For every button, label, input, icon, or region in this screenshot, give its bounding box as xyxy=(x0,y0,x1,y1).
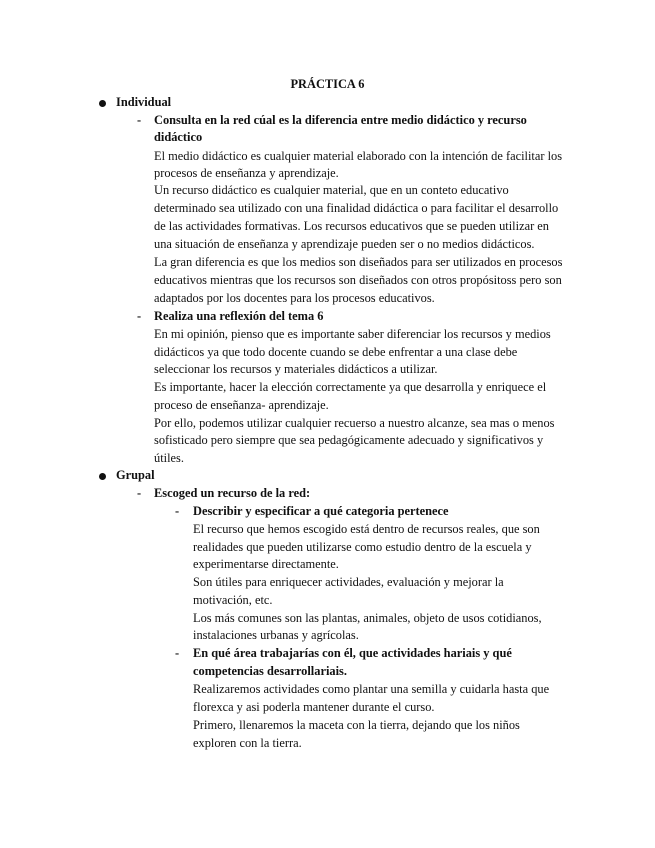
dash-item-2: - xyxy=(137,309,142,323)
item1-heading-line: didáctico xyxy=(154,130,203,144)
page-title: PRÁCTICA 6 xyxy=(290,77,365,91)
sub2-heading-line: competencias desarrollariais. xyxy=(193,664,347,678)
sub2-body-line: florexca y asi poderla mantener durante el curso. xyxy=(193,700,435,714)
dash-sub-item-2: - xyxy=(175,646,180,660)
item2-body-line: seleccionar los recursos y materiales didácticos a utilizar. xyxy=(154,362,438,376)
item1-body-line: Un recurso didáctico es cualquier material, que en un conteto educativo xyxy=(154,183,509,197)
bullet-grupal xyxy=(99,473,106,480)
item2-body-line: útiles. xyxy=(154,451,184,465)
section-individual-label: Individual xyxy=(116,95,172,109)
item1-body-line: una situación de enseñanza y aprendizaje pueden ser o no medios didácticos. xyxy=(154,237,535,251)
dash-sub-item-1: - xyxy=(175,504,180,518)
item1-heading-line: Consulta en la red cúal es la diferencia entre medio didáctico y recurso xyxy=(154,113,527,127)
dash-grupal-item: - xyxy=(137,486,142,500)
dash-item-1: - xyxy=(137,113,142,127)
item1-body-line: La gran diferencia es que los medios son diseñados para ser utilizados en procesos xyxy=(154,255,563,269)
sub1-body-line: Los más comunes son las plantas, animales, objeto de usos cotidianos, xyxy=(193,611,542,625)
grupal-item-heading: Escoged un recurso de la red: xyxy=(154,486,311,500)
sub2-body-line: Primero, llenaremos la maceta con la tierra, dejando que los niños xyxy=(193,718,520,732)
item2-body-line: Es importante, hacer la elección correctamente ya que desarrolla y enriquece el xyxy=(154,380,547,394)
section-grupal-label: Grupal xyxy=(116,468,155,482)
item2-body-line: proceso de enseñanza- aprendizaje. xyxy=(154,398,329,412)
sub1-heading: Describir y especificar a qué categoria pertenece xyxy=(193,504,449,518)
item1-body-line: educativos mientras que los recursos son diseñados con otros propósitoss pero son xyxy=(154,273,562,287)
item1-body-line: determinado sea utilizado con una finalidad didáctica o para facilitar el desarrollo xyxy=(154,201,559,215)
sub2-body-line: exploren con la tierra. xyxy=(193,736,302,750)
item2-body-line: didácticos ya que todo docente cuando se debe enfrentar a una clase debe xyxy=(154,345,518,359)
item1-body-line: procesos de enseñanza y aprendizaje. xyxy=(154,166,339,180)
item2-body-line: Por ello, podemos utilizar cualquier recuerso a nuestro alcanze, sea mas o menos xyxy=(154,416,555,430)
item2-body-line: sofisticado pero siempre que sea pedagógicamente adecuado y significativos y xyxy=(154,433,544,447)
item1-body-line: de las actividades formativas. Los recursos educativos que se pueden utilizar en xyxy=(154,219,549,233)
sub1-body-line: motivación, etc. xyxy=(193,593,273,607)
sub2-heading-line: En qué área trabajarías con él, que actividades hariais y qué xyxy=(193,646,512,660)
bullet-individual xyxy=(99,100,106,107)
sub2-body-line: Realizaremos actividades como plantar una semilla y cuidarla hasta que xyxy=(193,682,550,696)
item2-heading: Realiza una reflexión del tema 6 xyxy=(154,309,324,323)
sub1-body-line: Son útiles para enriquecer actividades, evaluación y mejorar la xyxy=(193,575,504,589)
sub1-body-line: instalaciones urbanas y agrícolas. xyxy=(193,628,359,642)
sub1-body-line: experimentarse directamente. xyxy=(193,557,339,571)
sub1-body-line: realidades que pueden utilizarse como estudio dentro de la escuela y xyxy=(193,540,532,554)
item1-body-line: El medio didáctico es cualquier material elaborado con la intención de facilitar los xyxy=(154,149,563,163)
sub1-body-line: El recurso que hemos escogido está dentro de recursos reales, que son xyxy=(193,522,540,536)
item1-body-line: adaptados por los docentes para los procesos educativos. xyxy=(154,291,435,305)
item2-body-line: En mi opinión, pienso que es importante saber diferenciar los recursos y medios xyxy=(154,327,551,341)
